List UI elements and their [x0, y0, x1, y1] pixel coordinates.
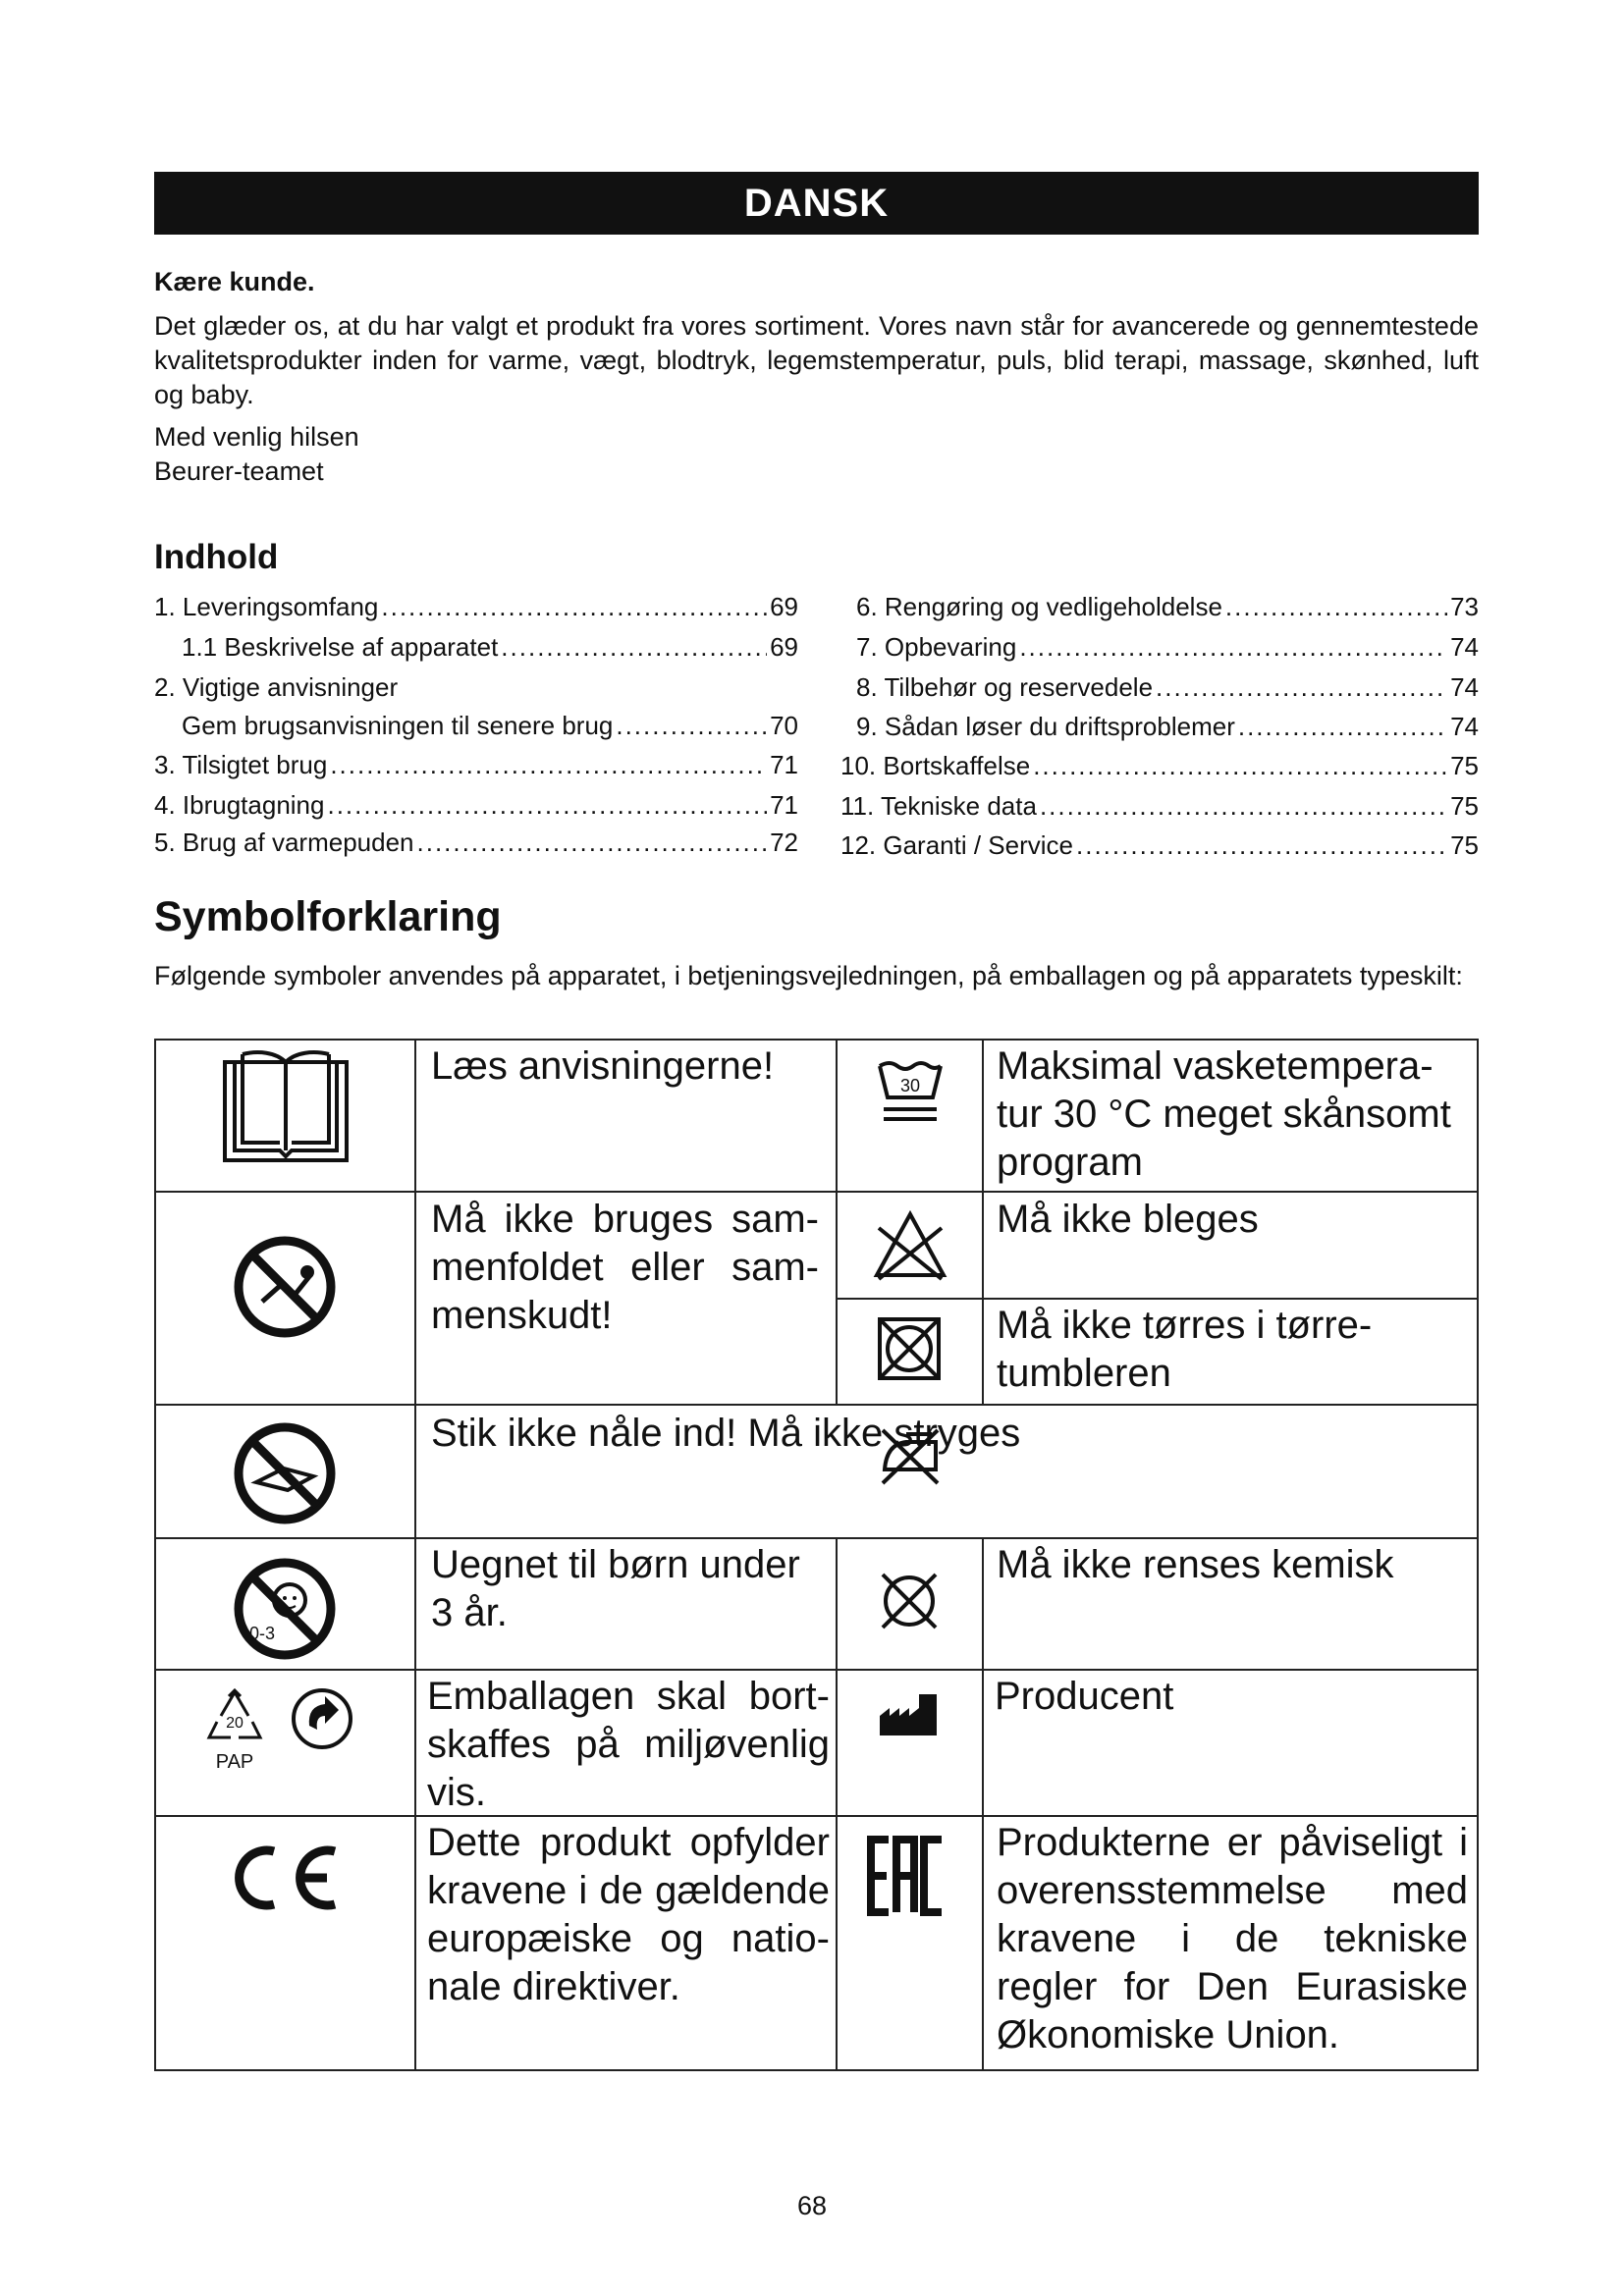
- recycle-icon: [203, 1686, 266, 1749]
- no-pins-icon: [233, 1421, 337, 1525]
- manufacturer-text: Producent: [995, 1675, 1174, 1718]
- symbol-heading: Symbolforklaring: [154, 893, 502, 940]
- no-bleach-icon: [873, 1210, 947, 1281]
- language-banner: DANSK: [154, 172, 1479, 235]
- table-divider: [836, 1039, 838, 1406]
- not-for-children-icon: [233, 1557, 337, 1661]
- greeting: Kære kunde.: [154, 267, 315, 296]
- manufacturer-icon: [878, 1692, 939, 1737]
- closing-line-1: Med venlig hilsen: [154, 422, 359, 452]
- toc-entry[interactable]: 1. Leveringsomfang ..... 69: [154, 592, 798, 625]
- green-dot-icon: [290, 1686, 354, 1751]
- toc-entry[interactable]: 5. Brug af varmepuden ..... 72: [154, 828, 798, 861]
- no-dry-clean-icon: [877, 1569, 942, 1633]
- read-instructions-text: Læs anvisningerne!: [431, 1044, 775, 1088]
- table-border: [154, 2069, 1479, 2071]
- table-border: [1477, 1039, 1479, 2071]
- table-divider: [154, 1404, 1479, 1406]
- no-tumble-dry-icon: [874, 1313, 945, 1384]
- toc-entry[interactable]: 10. Bortskaffelse ..... 75: [840, 751, 1479, 784]
- toc-entry[interactable]: 2. Vigtige anvisninger: [154, 672, 399, 702]
- table-divider: [836, 1539, 838, 2071]
- ce-text: Dette produkt opfylder kravene i de gældende europæiske og nationale direktiver.: [427, 1821, 830, 2008]
- intro-text: Det glæder os, at du har valgt et produkt fra vores sortiment. Vores navn står for avancerede og gennemtestede kvalitetsprodukter inden for varme, vægt, blodtryk, legemstemperatur, puls, blid terapi, massage, skønhed, luft og baby.: [154, 311, 1479, 409]
- child-age-label: 0-3: [248, 1624, 276, 1643]
- recycle-material-label: PAP: [215, 1751, 254, 1773]
- no-fold-text: Må ikke bruges sammenfoldet eller sammenskudt!: [431, 1198, 819, 1337]
- toc-entry[interactable]: 9. Sådan løser du driftsproblemer ..... 74: [856, 712, 1479, 745]
- toc-entry[interactable]: 11. Tekniske data ..... 75: [840, 791, 1479, 825]
- symbol-table: [154, 1039, 1479, 2071]
- no-folding-icon: [233, 1235, 337, 1339]
- wash-temp-label: 30: [899, 1076, 921, 1095]
- table-divider: [414, 1039, 416, 2071]
- no-tumble-text: Må ikke tørres i tørretumbleren: [997, 1304, 1373, 1395]
- toc-entry[interactable]: 12. Garanti / Service ..... 75: [840, 830, 1479, 864]
- recycle-code-label: 20: [226, 1715, 244, 1732]
- no-bleach-text: Må ikke bleges: [997, 1198, 1259, 1241]
- no-dryclean-text: Må ikke renses kemisk: [997, 1543, 1394, 1586]
- table-divider: [836, 1298, 1479, 1300]
- toc-entry[interactable]: 3. Tilsigtet brug ..... 71: [154, 750, 798, 783]
- book-icon: [221, 1048, 351, 1164]
- toc-entry[interactable]: 8. Tilbehør og reservedele ..... 74: [856, 672, 1479, 706]
- symbol-intro: Følgende symboler anvendes på apparatet, i betjeningsvejledningen, på emballagen og på apparatets typeskilt:: [154, 961, 1463, 990]
- table-divider: [154, 1537, 1479, 1539]
- ce-mark-icon: [225, 1843, 341, 1912]
- intro-paragraph: [154, 309, 1479, 412]
- toc-entry[interactable]: 7. Opbevaring ..... 74: [856, 632, 1479, 666]
- table-border: [154, 1039, 156, 2071]
- toc-heading: Indhold: [154, 538, 279, 576]
- table-border: [154, 1039, 1479, 1041]
- page-number: 68: [796, 2191, 828, 2220]
- toc-entry[interactable]: 6. Rengøring og vedligeholdelse ..... 73: [856, 592, 1479, 625]
- table-divider: [982, 1039, 984, 1406]
- eac-mark-icon: [867, 1836, 947, 1916]
- max-wash-text: Maksimal vasketempera- tur 30 °C meget skånsomt program: [997, 1044, 1451, 1184]
- no-children-text: Uegnet til børn under 3 år.: [431, 1543, 800, 1634]
- recycle-text: Emballagen skal bortskaffes på miljøvenlig vis.: [427, 1675, 830, 1814]
- table-divider: [154, 1191, 1479, 1193]
- wash-30-icon: [876, 1058, 945, 1127]
- table-divider: [154, 1669, 1479, 1671]
- toc-entry[interactable]: Gem brugsanvisningen til senere brug ..... 70: [182, 711, 798, 744]
- no-pins-text: Stik ikke nåle ind! Må ikke stryges: [431, 1412, 1021, 1455]
- table-divider: [982, 1539, 984, 2071]
- toc-entry[interactable]: 4. Ibrugtagning ..... 71: [154, 790, 798, 824]
- eac-text: Produkterne er påviseligt i overensstemmelse med kravene i de tekniske regler for Den Eurasiske Økonomiske Union.: [997, 1821, 1468, 2056]
- no-iron-icon: [877, 1426, 944, 1487]
- toc-entry[interactable]: 1.1 Beskrivelse af apparatet ..... 69: [182, 632, 798, 666]
- closing-line-2: Beurer-teamet: [154, 456, 324, 486]
